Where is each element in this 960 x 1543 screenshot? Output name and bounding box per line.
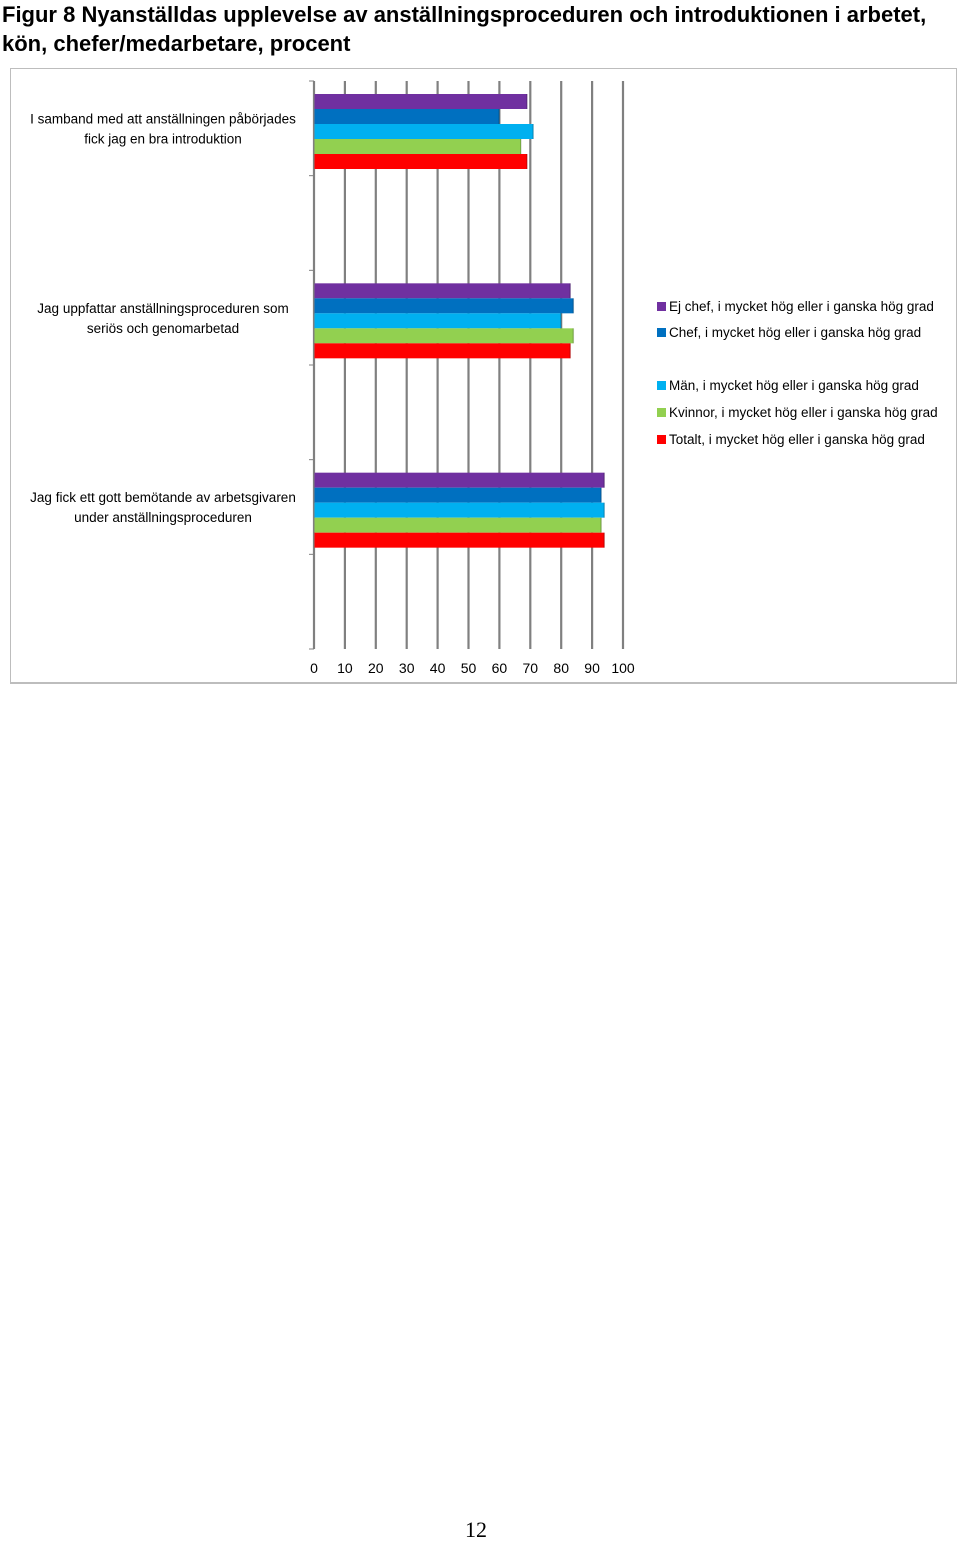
bar-edge bbox=[569, 283, 571, 298]
bar-edge bbox=[520, 139, 522, 154]
legend-label: Ej chef, i mycket hög eller i ganska hög grad bbox=[669, 299, 934, 314]
chart-frame bbox=[10, 68, 957, 684]
bar bbox=[314, 533, 604, 548]
legend-swatch bbox=[657, 408, 666, 417]
bar-edge bbox=[600, 488, 602, 503]
legend-label: Totalt, i mycket hög eller i ganska hög grad bbox=[669, 432, 925, 447]
bar bbox=[314, 139, 521, 154]
legend-label: Kvinnor, i mycket hög eller i ganska hög grad bbox=[669, 405, 938, 420]
bar bbox=[314, 283, 570, 298]
x-tick-label: 70 bbox=[522, 660, 539, 676]
category-label: I samband med att anställningen påbörjades bbox=[30, 111, 296, 127]
legend-label: Män, i mycket hög eller i ganska hög grad bbox=[669, 378, 919, 393]
category-label: Jag uppfattar anställningsproceduren som bbox=[37, 300, 289, 316]
bar-edge bbox=[603, 533, 605, 548]
bar-edge bbox=[498, 109, 500, 124]
legend-swatch bbox=[657, 302, 666, 311]
bar-edge bbox=[603, 503, 605, 518]
bar-edge bbox=[526, 154, 528, 169]
x-tick-label: 10 bbox=[337, 660, 353, 676]
bar bbox=[314, 343, 570, 358]
bar-chart bbox=[11, 69, 958, 685]
bar bbox=[314, 124, 533, 139]
x-tick-label: 30 bbox=[398, 660, 415, 676]
category-label: under anställningsproceduren bbox=[74, 510, 252, 526]
legend-swatch bbox=[657, 435, 666, 444]
bar-edge bbox=[600, 518, 602, 533]
bar bbox=[314, 328, 574, 343]
category-labels bbox=[30, 112, 296, 526]
legend-swatch bbox=[657, 381, 666, 390]
bar bbox=[314, 94, 527, 109]
x-tick-label: 40 bbox=[429, 660, 446, 676]
bar-edge bbox=[532, 124, 534, 139]
figure-title: Figur 8 Nyanställdas upplevelse av anställningsproceduren och introduktionen i arbetet, kön, chefer/medarbetare, procent bbox=[2, 2, 927, 56]
category-label: seriös och genomarbetad bbox=[86, 320, 240, 336]
bar-edge bbox=[603, 473, 605, 488]
bar bbox=[314, 503, 604, 518]
x-tick-label: 20 bbox=[368, 660, 384, 676]
legend-label: Chef, i mycket hög eller i ganska hög grad bbox=[669, 325, 922, 340]
category-label: fick jag en bra introduktion bbox=[84, 131, 242, 147]
bar bbox=[314, 473, 604, 488]
x-tick-label: 100 bbox=[611, 660, 635, 676]
legend bbox=[657, 299, 938, 447]
x-tick-label: 90 bbox=[584, 660, 600, 676]
x-tick-label: 60 bbox=[491, 660, 508, 676]
x-tick-label: 50 bbox=[460, 660, 477, 676]
bar bbox=[314, 298, 574, 313]
legend-swatch bbox=[657, 328, 666, 337]
x-tick-label: 80 bbox=[553, 660, 569, 676]
bar-edge bbox=[573, 328, 575, 343]
bar bbox=[314, 518, 601, 533]
bar bbox=[314, 313, 561, 328]
x-axis-ticks bbox=[310, 660, 635, 676]
bar-edge bbox=[526, 94, 528, 109]
bar-edge bbox=[569, 343, 571, 358]
bar bbox=[314, 488, 601, 503]
x-tick-label: 0 bbox=[310, 660, 318, 676]
bar-edge bbox=[573, 298, 575, 313]
page-number: 12 bbox=[465, 1517, 487, 1542]
bar bbox=[314, 154, 527, 169]
category-label: Jag fick ett gott bemötande av arbetsgivaren bbox=[30, 490, 296, 506]
bar-edge bbox=[560, 313, 562, 328]
bar bbox=[314, 109, 499, 124]
